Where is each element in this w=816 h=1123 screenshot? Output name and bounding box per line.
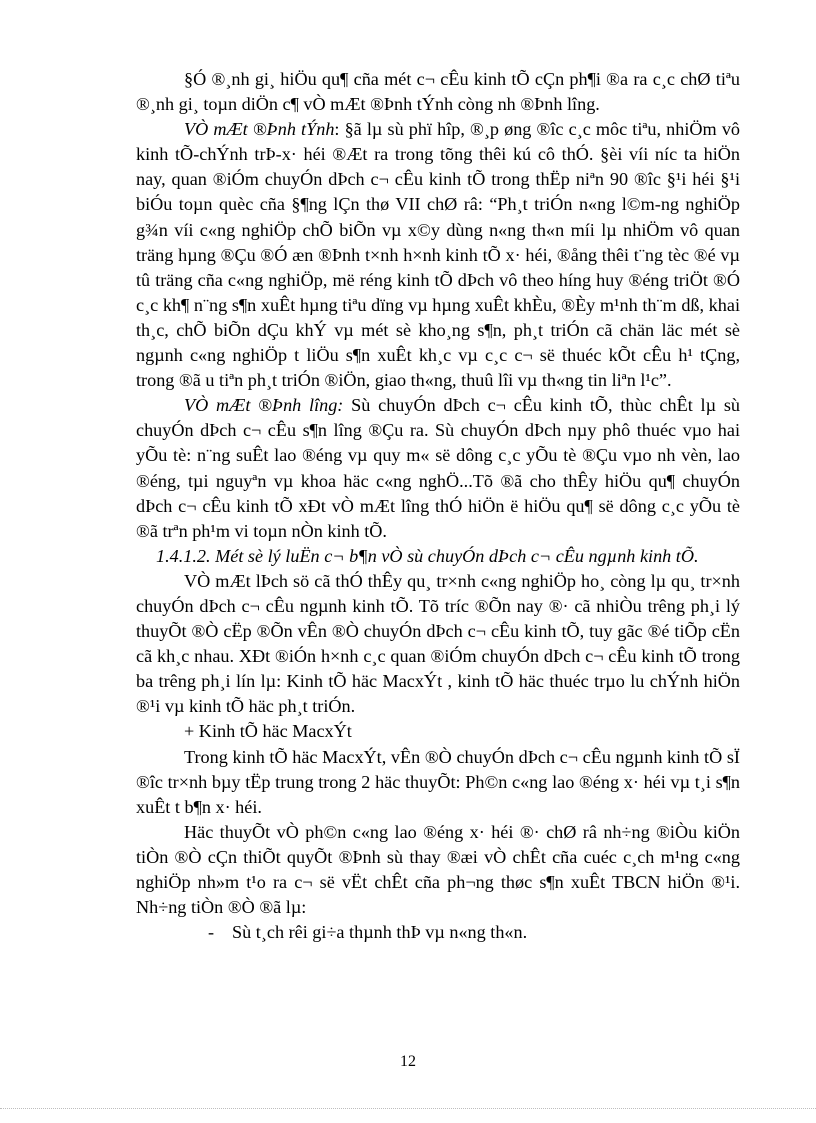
paragraph-history: VÒ mÆt lÞch sö cã thÓ thÊy qu¸ tr×nh c«ng nghiÖp ho¸ còng lµ qu¸ tr×nh chuyÓn dÞch c¬ cÊu ngµnh kinh tÕ. Tõ tríc ®Õn nay ®· cã nhiÒu trêng ph¸i lý thuyÕt ®Ò cËp ®Õn vÊn ®Ò chuyÓn dÞch c¬ cÊu kinh tÕ, tuy gãc ®é tiÕp cËn cã kh¸c nhau. XÐt ®iÓn h×nh c¸c quan ®iÓm chuyÓn dÞch c¬ cÊu kinh tÕ trong ba trêng ph¸i lín lµ: Kinh tÕ häc MacxÝt , kinh tÕ häc thuéc trµo lu chÝnh hiÖn ®¹i vµ kinh tÕ häc ph¸t triÓn.: [136, 570, 740, 717]
bullet-item: [136, 920, 740, 945]
quantitative-text: Sù chuyÓn dÞch c¬ cÊu kinh tÕ, thùc chÊt lµ sù chuyÓn dÞch c¬ cÊu s¶n lîng ®Çu ra. Sù chuyÓn dÞch nµy phô thuéc vµo hai yÕu tè: n¨ng suÊt lao ®éng vµ quy m« së dông c¸c yÕu tè ®Çu vµo nh vèn, lao ®éng, tµi nguyªn vµ khoa häc c«ng nghÖ...Tõ ®ã cho thÊy hiÖu qu¶ chuyÓn dÞch c¬ cÊu kinh tÕ xÐt vÒ mÆt lîng thÓ hiÖn ë hiÖu qu¶ së dông c¸c yÕu tè ®ã trªn ph¹m vi toµn nÒn kinh tÕ.: [136, 395, 740, 541]
section-heading: 1.4.1.2. Mét sè lý luËn c¬ b¶n vÒ sù chuyÓn dÞch c¬ cÊu ngµnh kinh tÕ.: [156, 545, 699, 566]
paragraph-qualitative: [136, 117, 740, 393]
qualitative-lead: VÒ mÆt ®Þnh tÝnh: [184, 119, 335, 140]
paragraph-marxist: Trong kinh tÕ häc MacxÝt, vÊn ®Ò chuyÓn dÞch c¬ cÊu ngµnh kinh tÕ sÏ ®îc tr×nh bµy tËp trung trong 2 häc thuyÕt: Ph©n c«ng lao ®éng x· héi vµ t¸i s¶n xuÊt t b¶n x· héi.: [136, 746, 740, 817]
qualitative-text: : §ã lµ sù phï hîp, ®¸p øng ®îc c¸c môc tiªu, nhiÖm vô kinh tÕ-chÝnh trÞ-x· héi ®Æt ra trong tõng thêi kú cô thÓ. §èi víi níc ta hiÖn nay, quan ®iÓm chuyÓn dÞch c¬ cÊu kinh tÕ trong thËp niªn 90 ®îc §¹i héi §¹i biÓu toµn quèc cña §¶ng lÇn thø VII chØ râ: “Ph¸t triÓn n«ng l©m-ng nghiÖp g¾n víi c«ng nghiÖp chÕ biÕn vµ x©y dùng n«ng th«n míi lµ nhiÖm vô quan träng hµng ®Çu ®Ó æn ®Þnh t×nh h×nh kinh tÕ x· héi, ®ång thêi t¨ng tèc ®é vµ tû träng cña c«ng nghiÖp, më réng kinh tÕ dÞch vô theo híng huy ®éng triÖt ®Ó c¸c kh¶ n¨ng s¶n xuÊt hµng tiªu dïng vµ hµng xuÊt khÈu, ®Èy m¹nh th¨m dß, khai th¸c, chÕ biÕn dÇu khÝ vµ mét sè kho¸ng s¶n, ph¸t triÓn cã chän läc mét sè ngµnh c«ng nghiÖp t liÖu s¶n xuÊt kh¸c vµ c¸c c¬ së thuéc kÕt cÊu h¹ tÇng, trong ®ã u tiªn ph¸t triÓn ®iÖn, giao th«ng, thuû lîi vµ th«ng tin liªn l¹c”.: [136, 119, 741, 391]
paragraph-intro: §Ó ®¸nh gi¸ hiÖu qu¶ cña mét c¬ cÊu kinh tÕ cÇn ph¶i ®a ra c¸c chØ tiªu ®¸nh gi¸ toµn diÖn c¶ vÒ mÆt ®Þnh tÝnh còng nh ®Þnh lîng.: [136, 69, 740, 115]
paragraph-division-labor: Häc thuyÕt vÒ ph©n c«ng lao ®éng x· héi ®· chØ râ nh÷ng ®iÒu kiÖn tiÒn ®Ò cÇn thiÕt quyÕt ®Þnh sù thay ®æi vÒ chÊt cña cuéc c¸ch m¹ng c«ng nghiÖp nh»m t¹o ra c¬ së vËt chÊt cña ph¬ng thøc s¶n xuÊt TBCN hiÖn ®¹i. Nh÷ng tiÒn ®Ò ®ã lµ:: [136, 821, 740, 918]
paragraph-quantitative: [136, 393, 740, 544]
subheading-marxist: + Kinh tÕ häc MacxÝt: [184, 721, 352, 742]
bullet-mark: -: [208, 922, 215, 943]
quantitative-lead: VÒ mÆt ®Þnh lîng:: [184, 395, 344, 416]
page-bottom-divider: [0, 1108, 816, 1109]
bullet-text: Sù t¸ch rêi gi÷a thµnh thÞ vµ n«ng th«n.: [232, 922, 528, 943]
page-number: 12: [400, 1053, 416, 1070]
body-text: [136, 67, 740, 945]
